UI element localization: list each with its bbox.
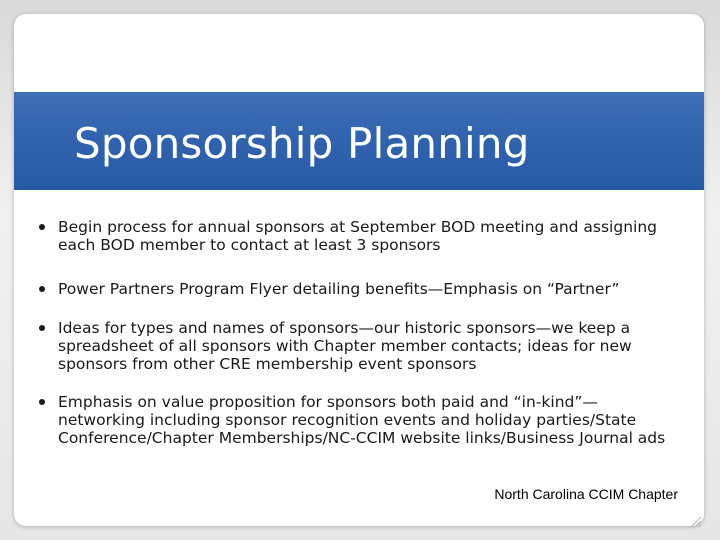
bullet-list [38,218,683,447]
slide-title: Sponsorship Planning [74,119,530,168]
bullet-item [38,393,683,447]
bullet-dot-icon [39,399,45,405]
bullet-text: Ideas for types and names of sponsors—our historic sponsors—we keep a spreadsheet of all sponsors with Chapter member contacts; ideas for new sponsors from other CRE membership event sponsors [58,319,632,373]
bullet-dot-icon [39,286,45,292]
bullet-text: Power Partners Program Flyer detailing benefits—Emphasis on “Partner” [58,280,620,298]
bullet-item [38,218,683,254]
bullet-text: Emphasis on value proposition for sponsors both paid and “in-kind”—networking including sponsor recognition events and holiday parties/State Conference/Chapter Memberships/NC-CCIM website links/Business Journal ads [58,393,666,447]
resize-corner-icon [688,514,702,528]
slide-footer: North Carolina CCIM Chapter [494,486,678,502]
bullet-text: Begin process for annual sponsors at September BOD meeting and assigning each BOD member to contact at least 3 sponsors [58,218,657,254]
bullet-item [38,280,683,298]
bullet-dot-icon [39,325,45,331]
bullet-dot-icon [39,224,45,230]
bullet-item [38,319,683,373]
